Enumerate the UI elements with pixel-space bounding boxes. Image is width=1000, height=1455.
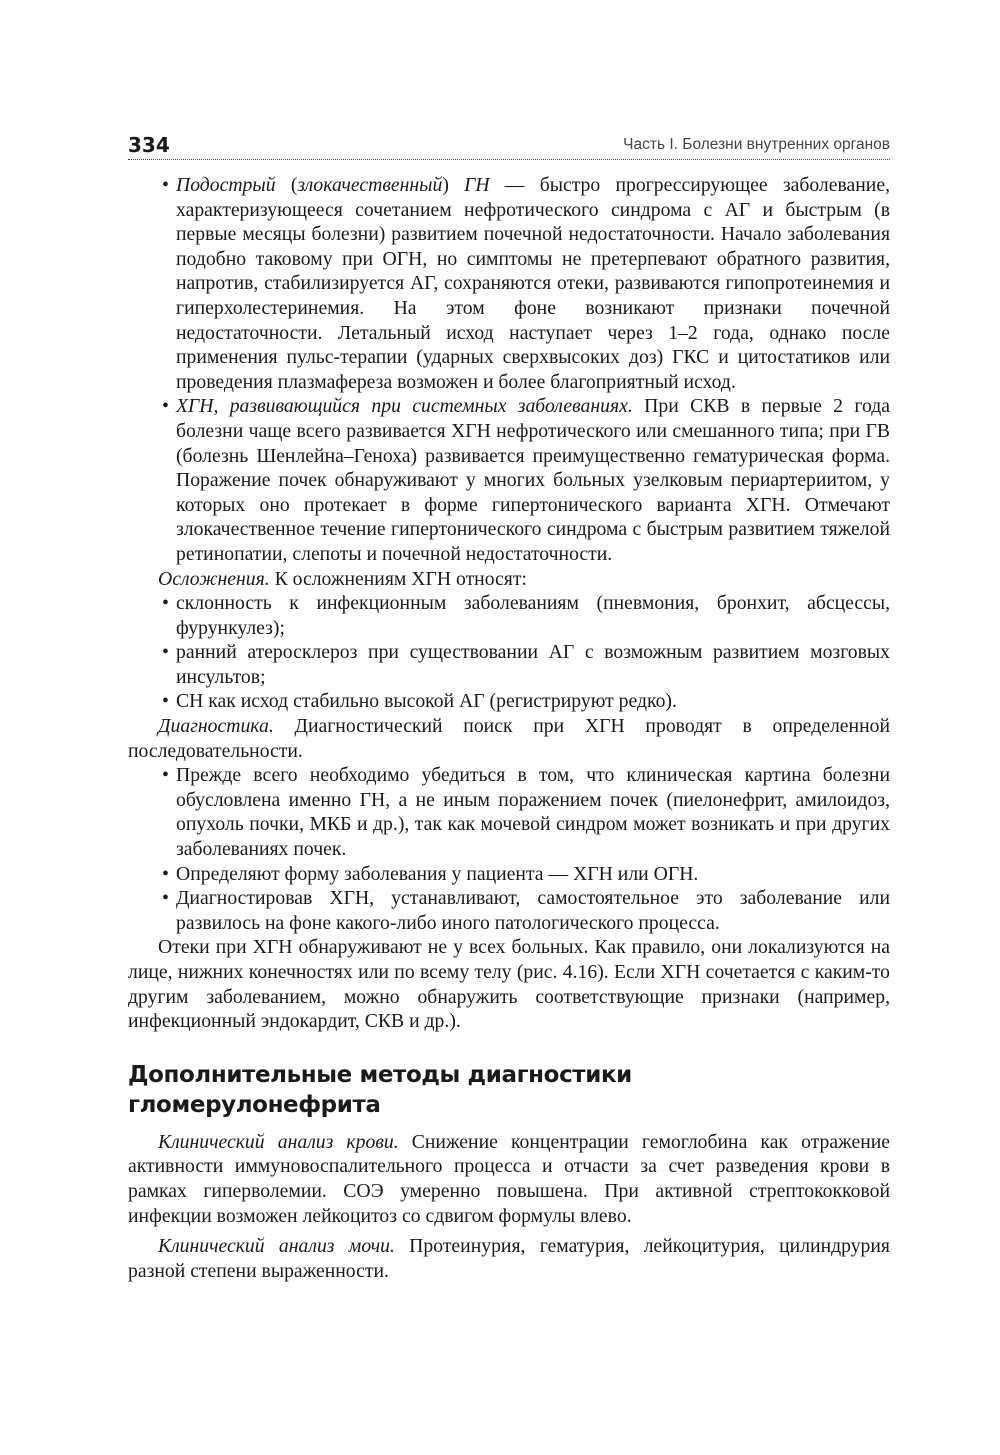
- term-systemic: ХГН, развивающийся при системных заболеваниях.: [176, 395, 633, 418]
- term-gn: ГН: [464, 174, 490, 196]
- page-header: [128, 133, 890, 160]
- complications-text: К осложнениям ХГН относят:: [274, 567, 527, 590]
- complications-intro: [128, 567, 890, 592]
- complications-lead: Осложнения.: [158, 567, 270, 590]
- edema-paragraph: Отеки при ХГН обнаруживают не у всех больных. Как правило, они локализуются на лице, нижних конечностях или по всему телу (рис. 4.16). Если ХГН сочетается с каким-то другим заболеванием, можно обнаружить соответствующие признаки (например, инфекционный эндокардит, СКВ и др.).: [128, 936, 890, 1033]
- running-head: Часть I. Болезни внутренних органов: [623, 136, 890, 153]
- diagnostics-text: Диагностический поиск при ХГН проводят в определенной последовательности.: [128, 715, 890, 762]
- list-item: • ранний атеросклероз при существовании АГ с возможным развитием мозговых инсультов;: [176, 640, 890, 689]
- urine-test-text: Протеинурия, гематурия, лейкоцитурия, цилиндрурия разной степени выраженности.: [128, 1235, 890, 1282]
- blood-test-text: Снижение концентрации гемоглобина как отражение активности иммуновоспалительного процесса и отчасти за счет разведения крови в рамках гиперволемии. СОЭ умеренно повышена. При активной стрептококковой инфекции возможен лейкоцитоз со сдвигом формулы влево.: [128, 1130, 891, 1227]
- term-malignant: злокачественный: [297, 174, 443, 196]
- term-subacute: Подострый: [176, 174, 276, 196]
- section-heading: Дополнительные методы диагностики гломерулонефрита: [128, 1061, 632, 1118]
- list-item: [176, 394, 890, 566]
- form-list: [128, 173, 890, 567]
- list-item: • Прежде всего необходимо убедиться в том, что клиническая картина болезни обусловлена именно ГН, а не иным поражением почек (пиелонефрит, амилоидоз, опухоль почки, МКБ и др.), так как мочевой синдром может возникать и при других заболеваниях почек.: [176, 763, 890, 861]
- blood-test-lead: Клинический анализ крови.: [158, 1130, 399, 1153]
- diagnostics-lead: Диагностика.: [158, 715, 274, 738]
- diagnostics-intro: [128, 714, 890, 763]
- list-item: • Диагностировав ХГН, устанавливают, самостоятельное это заболевание или развилось на фоне какого-либо иного патологического процесса.: [176, 886, 890, 935]
- page-number: 334: [128, 133, 170, 157]
- list-item: • Определяют форму заболевания у пациента — ХГН или ОГН.: [176, 862, 890, 887]
- page-body: [128, 173, 890, 1283]
- diagnostics-list: [128, 763, 890, 935]
- blood-test-paragraph: [128, 1130, 890, 1228]
- list-item: • Подострый (злокачественный) ГН — быстро прогрессирующее заболевание, характеризующееся сочетанием нефротического синдрома с АГ и быстрым (в первые месяцы болезни) развитием почечной недостаточности. Начало заболевания подобно таковому при ОГН, но симптомы не претерпевают обратного развития, напротив, стабилизируется АГ, сохраняются отеки, развиваются гипопротеинемия и гиперхолестеринемия. На этом фоне возникают признаки почечной недостаточности. Летальный исход наступает через 1–2 года, однако после применения пульс-терапии (ударных сверхвысоких доз) ГКС и цитостатиков или проведения плазмафереза возможен и более благоприятный исход.: [176, 173, 890, 394]
- list-item-text: При СКВ в первые 2 года болезни чаще всего развивается ХГН нефротического или смешанного типа; при ГВ (болезнь Шенлейна–Геноха) развивается преимущественно гематурическая форма. Поражение почек обнаруживают у многих больных узелковым периартериитом, у которых оно протекает в форме гипертонического варианта ХГН. Отмечают злокачественное течение гипертонического синдрома с быстрым развитием тяжелой ретинопатии, слепоты и почечной недостаточности.: [176, 395, 890, 565]
- complications-list: [128, 591, 890, 714]
- urine-test-paragraph: [128, 1234, 890, 1283]
- list-item: • СН как исход стабильно высокой АГ (регистрируют редко).: [176, 689, 890, 714]
- list-item: • склонность к инфекционным заболеваниям (пневмония, бронхит, абсцессы, фурункулез);: [176, 591, 890, 640]
- list-item-text: — быстро прогрессирующее заболевание, характеризующееся сочетанием нефротического синдрома с АГ и быстрым (в первые месяцы болезни) развитием почечной недостаточности. Начало заболевания подобно таковому при ОГН, но симптомы не претерпевают обратного развития, напротив, стабилизируется АГ, сохраняются отеки, развиваются гипопротеинемия и гиперхолестеринемия. На этом фоне возникают признаки почечной недостаточности. Летальный исход наступает через 1–2 года, однако после применения пульс-терапии (ударных сверхвысоких доз) ГКС и цитостатиков или проведения плазмафереза возможен и более благоприятный исход.: [176, 174, 891, 393]
- urine-test-lead: Клинический анализ мочи.: [158, 1235, 395, 1258]
